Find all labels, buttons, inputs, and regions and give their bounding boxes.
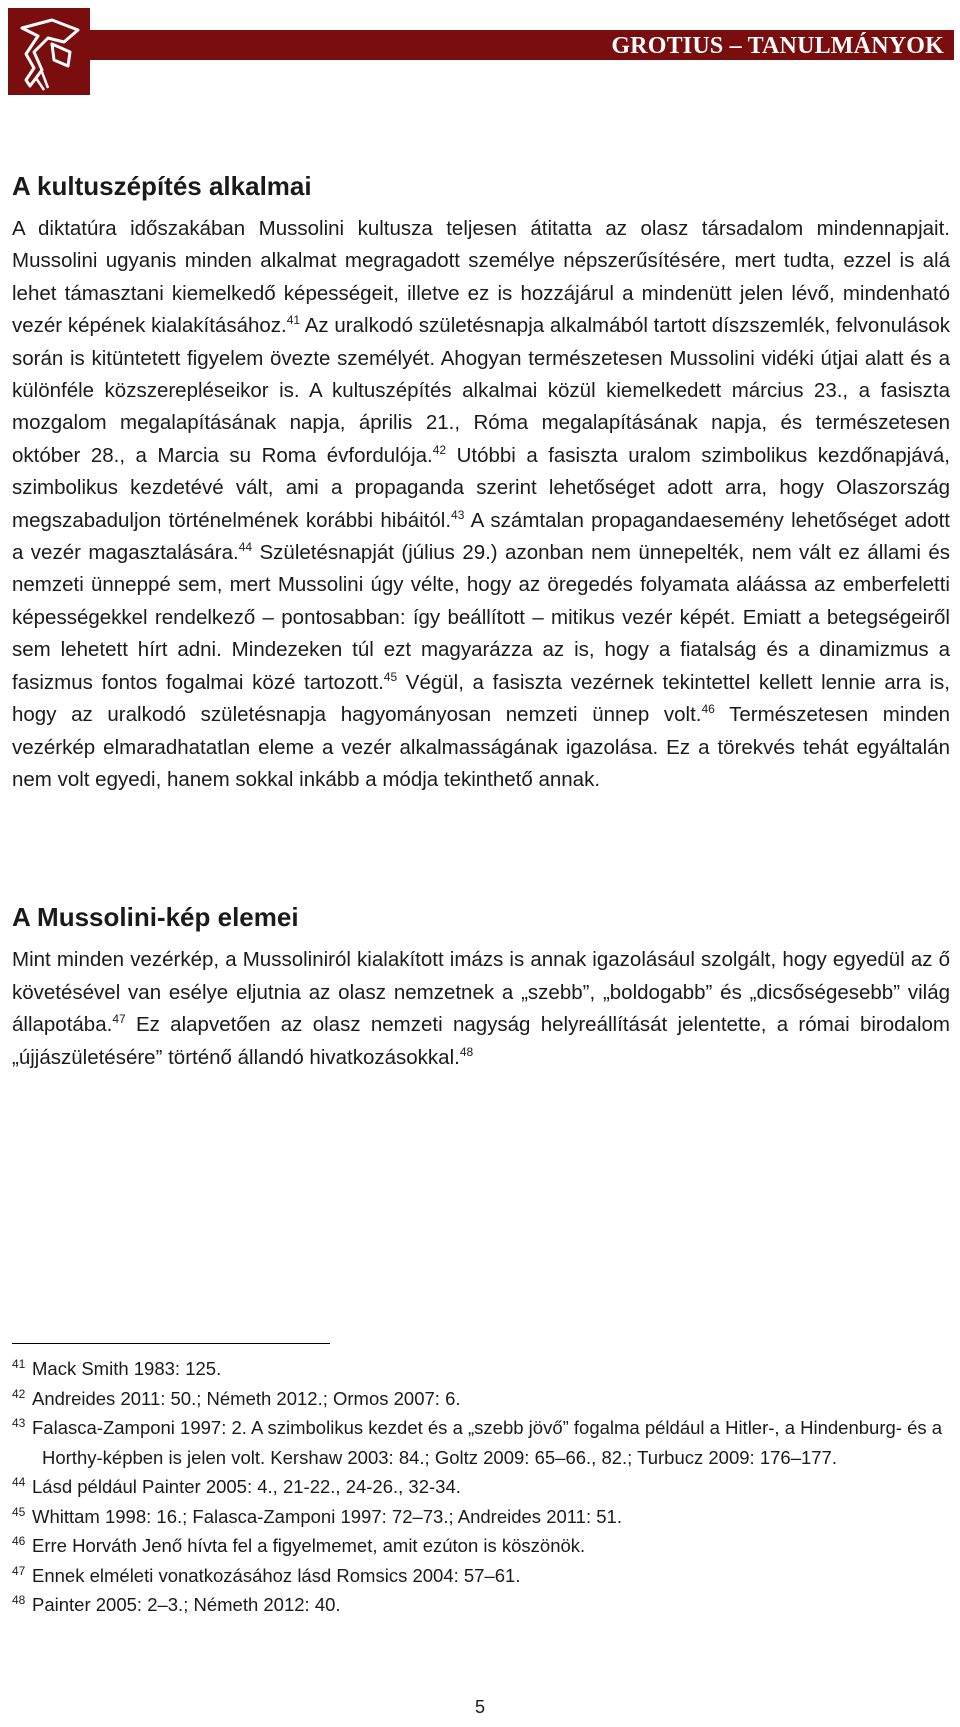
footnote: $^{43}$ Falasca-Zamponi 1997: 2. A szimbolikus kezdet és a „szebb jövő” fogalma például a Hitler-, a Hindenburg- és a Horthy-képben is jelen volt. Kershaw 2003: 84.; Goltz 2009: 65–66., 82.; Turbucz 2009: 176–177. [12, 1416, 943, 1468]
body-text: A számtalan propagandaesemény lehetőséget adott a vezér magasztalására. [12, 508, 950, 565]
body-text: Utóbbi a fasiszta uralom szimbolikus kezdőnapjává, szimbolikus kezdetévé vált, ami a propaganda szerint lehetőséget adott arra, hogy Olaszország megszabaduljon történelmének korábbi hibáitól. [12, 443, 950, 532]
footnote-separator [12, 1343, 330, 1344]
section-heading: A Mussolini-kép elemei [12, 902, 299, 933]
footnote: $^{44}$ Lásd például Painter 2005: 4., 21-22., 24-26., 32-34. [12, 1475, 461, 1497]
body-text: Végül, a fasiszta vezérnek tekintettel kellett lennie arra is, hogy az uralkodó születésnapja hagyományosan nemzeti ünnep volt. [12, 670, 950, 727]
page-number: 5 [474, 1697, 485, 1717]
body-text: Ez alapvetően az olasz nemzeti nagyság helyreállítását jelentette, a római birodalom „újjászületésére” történő állandó hivatkozásokkal. [12, 1013, 950, 1069]
body-text: Az uralkodó születésnapja alkalmából tartott díszszemlék, felvonulások során is kitüntetett figyelem övezte személyét. Ahogyan természetesen Mussolini vidéki útjai alatt és a különféle közszerepléseikor is. A kultuszépítés alkalmai közül kiemelkedett március 23., a fasiszta mozgalom megalapításának napja, április 21., Róma megalapításának napja, és természetesen október 28., a Marcia su Roma évfordulója. [12, 314, 950, 467]
footnote-ref[interactable]: 41 [286, 313, 301, 328]
body-text: A diktatúra időszakában Mussolini kultusza teljesen átitatta az olasz társadalom mindennapjait. Mussolini ugyanis minden alkalmat megragadott személye népszerűsítésére, mert tudta, ezzel is alá lehet támasztani kiemelkedő képességeit, illetve ez is hozzájárul a mindenütt jelen lévő, mindenható vezér képének kialakításához. [12, 217, 950, 338]
logo [8, 8, 90, 95]
header-bar [8, 30, 954, 60]
footnote-text: Ennek elméleti vonatkozásához lásd Romsics 2004: 57–61. [32, 1564, 521, 1586]
footnote: $^{41}$ Mack Smith 1983: 125. [12, 1357, 222, 1379]
footnote-ref[interactable]: 48 [459, 1044, 474, 1059]
footnote-text: Lásd például Painter 2005: 4., 21-22., 24-26., 32-34. [32, 1476, 461, 1497]
logo-emblem-icon [8, 8, 90, 95]
section-heading: A kultuszépítés alkalmai [12, 171, 312, 201]
footnote-text: Whittam 1998: 16.; Falasca-Zamponi 1997: 72–73.; Andreides 2011: 51. [32, 1505, 622, 1527]
footnote: $^{46}$ Erre Horváth Jenő hívta fel a figyelmemet, amit ezúton is köszönök. [12, 1534, 586, 1556]
footnote: $^{48}$ Painter 2005: 2–3.; Németh 2012: 40. [12, 1593, 341, 1615]
body-paragraph [12, 944, 950, 1074]
footnote-ref[interactable]: 43 [451, 507, 465, 522]
footnote-ref[interactable]: 44 [238, 540, 253, 555]
footnote: $^{45}$ Whittam 1998: 16.; Falasca-Zamponi 1997: 72–73.; Andreides 2011: 51. [12, 1504, 622, 1527]
footnote-text: Falasca-Zamponi 1997: 2. A szimbolikus kezdet és a „szebb jövő” fogalma például a Hitler-, a Hindenburg- és a Horthy-képben is jelen volt. Kershaw 2003: 84.; Goltz 2009: 65–66., 82.; Turbucz 2009: 176–177. [32, 1417, 943, 1468]
body-text: Születésnapját (július 29.) azonban nem ünnepelték, nem vált ez állami és nemzeti ünneppé sem, mert Mussolini úgy vélte, hogy az öregedés folyamata aláássa az emberfeletti képességekkel rendelkező – pontosabban: így beállított – mitikus vezér képét. Emiatt a betegségeiről sem lehetett hírt adni. Mindezeken túl ezt magyarázza az is, hogy a fiatalság és a dinamizmus a fasizmus fontos fogalmai közé tartozott. [12, 541, 950, 694]
body-text: Mint minden vezérkép, a Mussoliniról kialakított imázs is annak igazolásául szolgált, hogy egyedül az ő követésével van esélye eljutnia az olasz nemzetnek a „szebb”, „boldogabb” és „dicsőségesebb” világ állapotába. [12, 948, 950, 1037]
footnote: $^{42}$ Andreides 2011: 50.; Németh 2012.; Ormos 2007: 6. [12, 1386, 461, 1409]
footnote: $^{47}$ Ennek elméleti vonatkozásához lásd Romsics 2004: 57–61. [12, 1563, 521, 1586]
main-content [12, 170, 950, 1074]
footnotes [12, 1354, 950, 1620]
body-text: Természetesen minden vezérkép elmaradhatatlan eleme a vezér alkalmasságának igazolása. Ez a törekvés tehát egyáltalán nem volt egyedi, hanem sokkal inkább a módja tekinthető annak. [12, 703, 950, 791]
header-title: GROTIUS – TANULMÁNYOK [611, 33, 944, 59]
footnote-ref[interactable]: 45 [383, 669, 398, 684]
footnote-ref[interactable]: 46 [701, 702, 715, 717]
footnote-ref[interactable]: 47 [112, 1012, 126, 1027]
footnote-text: Mack Smith 1983: 125. [32, 1358, 222, 1379]
footnote-text: Erre Horváth Jenő hívta fel a figyelmemet, amit ezúton is köszönök. [32, 1535, 586, 1556]
footnote-text: Andreides 2011: 50.; Németh 2012.; Ormos 2007: 6. [32, 1387, 461, 1409]
footnote-text: Painter 2005: 2–3.; Németh 2012: 40. [32, 1594, 341, 1615]
body-paragraph [12, 213, 950, 796]
footnote-ref[interactable]: 42 [432, 442, 447, 457]
